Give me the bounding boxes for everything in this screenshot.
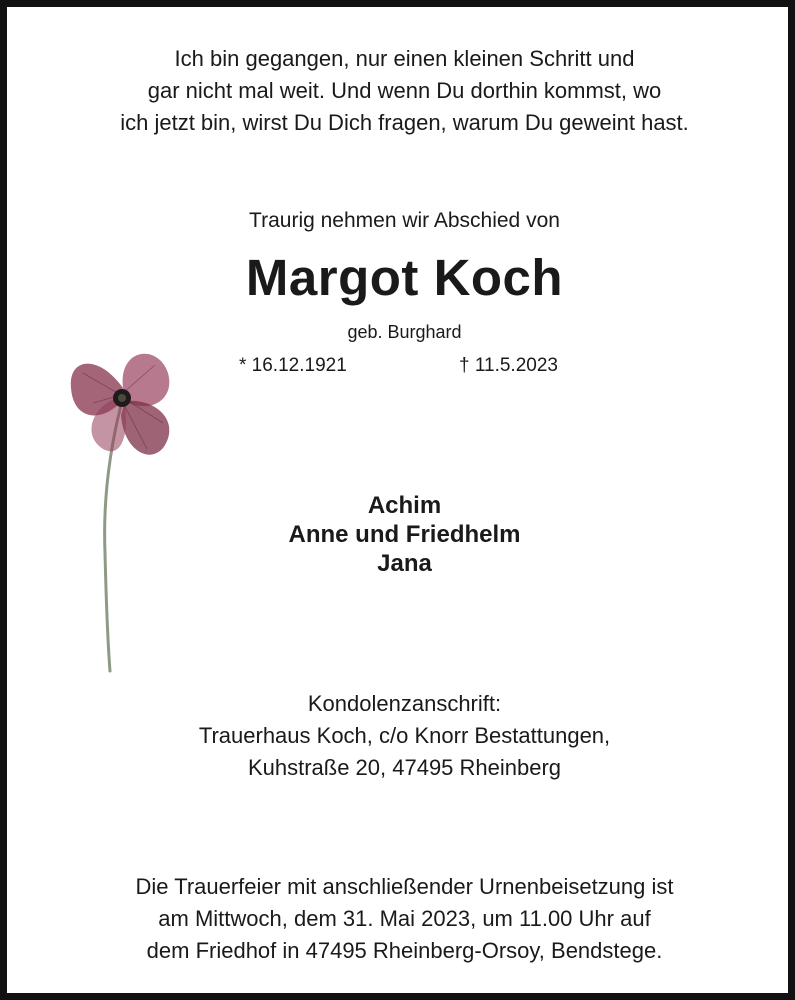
family-member: Anne und Friedhelm — [288, 521, 521, 548]
ceremony-info — [14, 871, 795, 967]
ceremony-line: dem Friedhof in 47495 Rheinberg-Orsoy, Bendstege. — [146, 938, 663, 963]
deceased-name: Margot Koch — [245, 249, 564, 306]
ceremony-line: Die Trauerfeier mit anschließender Urnenbeisetzung ist — [135, 874, 674, 899]
poem-line: ich jetzt bin, wirst Du Dich fragen, warum Du geweint hast. — [120, 110, 689, 135]
poem — [14, 43, 795, 139]
family-members — [14, 491, 795, 578]
condolence-line: Trauerhaus Koch, c/o Knorr Bestattungen, — [198, 723, 611, 748]
farewell-intro: Traurig nehmen wir Abschied von — [249, 209, 560, 232]
condolence-line: Kondolenzanschrift: — [307, 691, 502, 716]
condolence-address — [14, 688, 795, 784]
family-member: Jana — [377, 550, 432, 577]
birth-date: * 16.12.1921 — [239, 355, 347, 376]
family-member: Achim — [367, 492, 442, 519]
poem-line: gar nicht mal weit. Und wenn Du dorthin kommst, wo — [147, 78, 662, 103]
ceremony-line: am Mittwoch, dem 31. Mai 2023, um 11.00 Uhr auf — [158, 906, 651, 931]
birth-name: geb. Burghard — [347, 322, 462, 342]
death-date: † 11.5.2023 — [459, 355, 558, 376]
condolence-line: Kuhstraße 20, 47495 Rheinberg — [247, 755, 562, 780]
poem-line: Ich bin gegangen, nur einen kleinen Schritt und — [174, 46, 635, 71]
